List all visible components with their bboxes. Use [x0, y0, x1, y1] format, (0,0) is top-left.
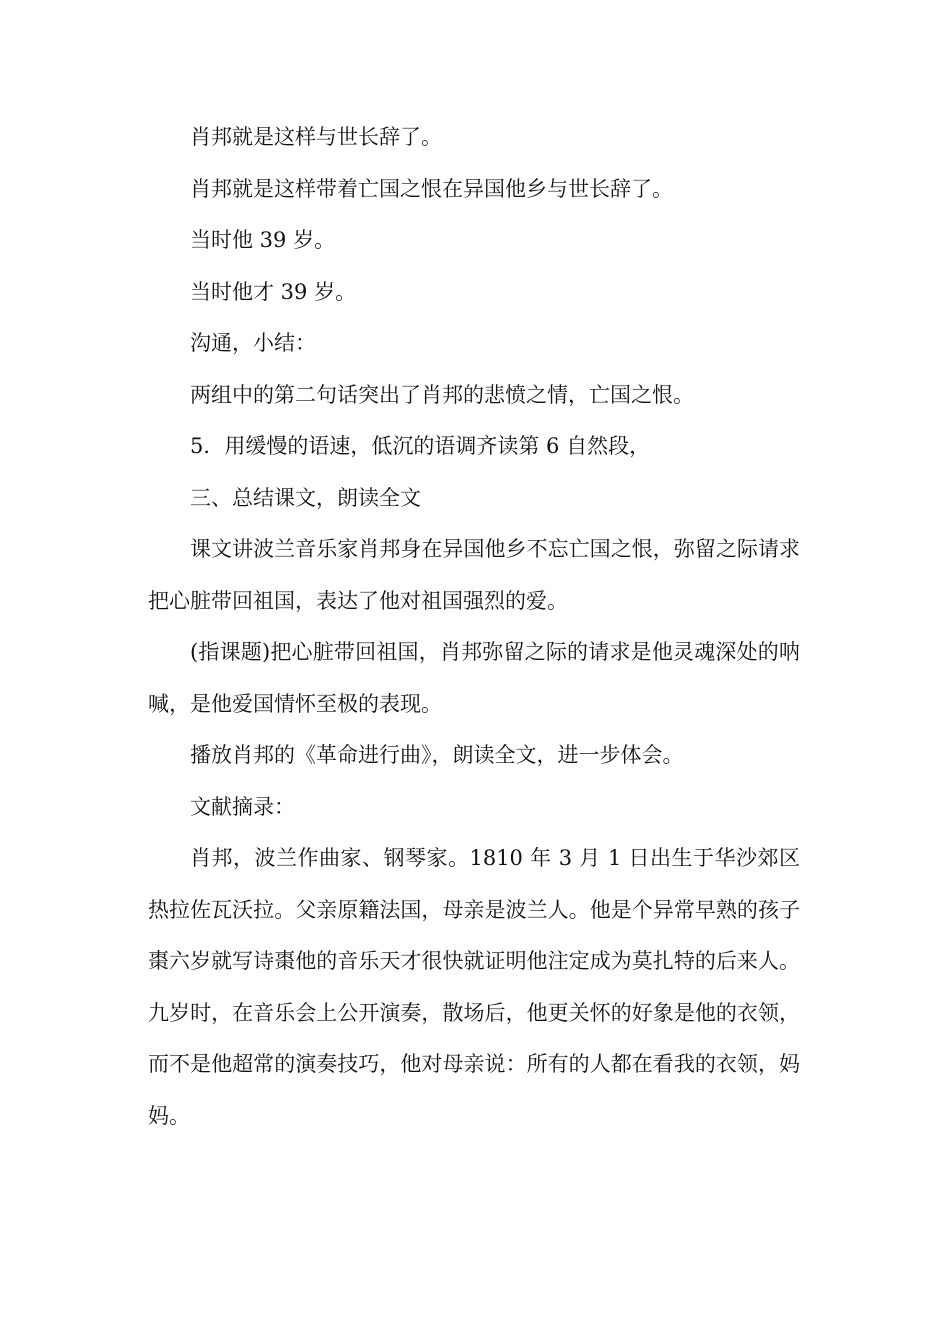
document-page	[148, 112, 800, 1142]
paragraph: 课文讲波兰音乐家肖邦身在异国他乡不忘亡国之恨，弥留之际请求把心脏带回祖国，表达了他对祖国强烈的爱。	[148, 537, 800, 613]
section-heading: 三、总结课文，朗读全文	[190, 485, 421, 510]
paragraph: 当时他 39 岁。	[190, 228, 336, 252]
paragraph: 沟通，小结：	[190, 331, 316, 355]
paragraph: 肖邦就是这样带着亡国之恨在异国他乡与世长辞了。	[190, 176, 673, 201]
paragraph: 肖邦就是这样与世长辞了。	[190, 125, 442, 149]
paragraph: 播放肖邦的《革命进行曲》，朗读全文，进一步体会。	[190, 743, 684, 767]
paragraph: (指课题)把心脏带回祖国，肖邦弥留之际的请求是他灵魂深处的呐喊，是他爱国情怀至极的表现。	[148, 640, 800, 716]
paragraph: 肖邦，波兰作曲家、钢琴家。1810 年 3 月 1 日出生于华沙郊区热拉佐瓦沃拉。父亲原籍法国，母亲是波兰人。他是个异常早熟的孩子棗六岁就写诗棗他的音乐天才很快就证明他注定成为莫扎特的后来人。九岁时，在音乐会上公开演奏，散场后，他更关怀的好象是他的衣领，而不是他超常的演奏技巧，他对母亲说：所有的人都在看我的衣领，妈妈。	[148, 846, 800, 1128]
paragraph: 5．用缓慢的语速，低沉的语调齐读第 6 自然段，	[190, 434, 651, 458]
paragraph: 当时他才 39 岁。	[190, 279, 357, 304]
paragraph: 文献摘录：	[190, 794, 295, 819]
paragraph: 两组中的第二句话突出了肖邦的悲愤之情，亡国之恨。	[190, 382, 694, 407]
